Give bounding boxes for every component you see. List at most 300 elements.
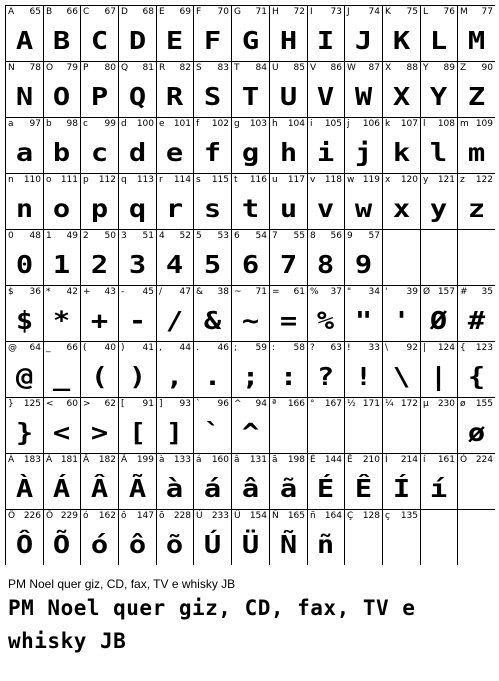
glyph-preview-char: 3 — [128, 250, 147, 279]
glyph-preview — [6, 472, 43, 506]
glyph-char: Ü — [234, 511, 241, 521]
glyph-char: ` — [196, 399, 201, 409]
glyph-cell — [308, 62, 344, 117]
glyph-code: 94 — [255, 399, 267, 409]
glyph-code: 79 — [66, 63, 78, 73]
glyph-preview — [383, 248, 420, 282]
glyph-cell — [6, 342, 43, 397]
glyph-preview — [119, 304, 156, 338]
glyph-code: 46 — [217, 343, 229, 353]
glyph-preview-char: * — [53, 306, 71, 335]
glyph-preview-char: g — [241, 138, 260, 167]
glyph-code: 228 — [173, 511, 191, 521]
glyph-code: 160 — [211, 455, 229, 465]
glyph-cell — [44, 454, 80, 509]
glyph-preview-char: Õ — [53, 530, 71, 559]
glyph-preview — [270, 304, 307, 338]
glyph-preview-char: . — [203, 362, 222, 391]
glyph-preview-char: k — [392, 138, 411, 167]
glyph-char: I — [310, 7, 313, 17]
glyph-cell — [458, 454, 495, 509]
glyph-code: 92 — [406, 343, 418, 353]
glyph-code: 144 — [324, 455, 342, 465]
glyph-char: Ã — [121, 455, 128, 465]
glyph-preview-char: Á — [53, 474, 71, 503]
glyph-char: | — [423, 343, 427, 353]
glyph-preview — [194, 24, 231, 58]
glyph-label — [157, 286, 193, 300]
glyph-code: 112 — [98, 175, 116, 185]
glyph-label — [6, 286, 43, 300]
glyph-preview-char: @ — [15, 362, 34, 391]
glyph-preview-char: À — [15, 474, 34, 503]
glyph-preview — [44, 416, 80, 450]
glyph-code: 37 — [330, 287, 342, 297]
glyph-preview-char: ] — [166, 418, 184, 447]
glyph-preview — [6, 136, 43, 170]
glyph-preview-char: z — [467, 194, 486, 223]
glyph-code: 230 — [437, 399, 455, 409]
glyph-cell — [81, 62, 118, 117]
glyph-cell — [44, 62, 80, 117]
glyph-preview-char: Â — [90, 474, 109, 503]
glyph-char: 0 — [8, 231, 14, 241]
glyph-code: 171 — [362, 399, 380, 409]
glyph-char: E — [159, 7, 165, 17]
glyph-code: 85 — [293, 63, 305, 73]
glyph-label — [308, 118, 344, 132]
glyph-cell — [270, 230, 307, 285]
glyph-char: W — [347, 63, 356, 73]
glyph-cell — [157, 174, 193, 229]
glyph-code: 53 — [217, 231, 229, 241]
glyph-cell — [383, 174, 420, 229]
glyph-code: 47 — [179, 287, 191, 297]
glyph-code: 67 — [104, 7, 116, 17]
glyph-cell — [232, 510, 269, 565]
glyph-cell — [458, 174, 495, 229]
glyph-char: t — [234, 175, 238, 185]
glyph-preview — [458, 360, 495, 394]
glyph-preview-char: i — [317, 138, 335, 167]
glyph-code: 226 — [23, 511, 41, 521]
glyph-preview — [232, 248, 269, 282]
glyph-preview — [308, 80, 344, 114]
glyph-preview-char: Ñ — [279, 530, 298, 559]
glyph-label — [421, 230, 457, 244]
glyph-cell — [308, 454, 344, 509]
glyph-label — [383, 230, 420, 244]
glyph-label — [6, 230, 43, 244]
glyph-char: = — [272, 287, 280, 297]
glyph-preview-char: Ø — [430, 306, 448, 335]
glyph-code: 89 — [443, 63, 455, 73]
glyph-label — [194, 286, 231, 300]
glyph-code: 124 — [437, 343, 455, 353]
glyph-char: A — [8, 7, 15, 17]
glyph-char: Ú — [196, 511, 203, 521]
glyph-preview-char: < — [53, 418, 71, 447]
glyph-code: 103 — [249, 119, 267, 129]
glyph-preview-char: > — [90, 418, 109, 447]
glyph-char: h — [272, 119, 278, 129]
glyph-char: _ — [46, 343, 51, 353]
glyph-preview-char: ; — [241, 362, 260, 391]
glyph-code: 102 — [211, 119, 229, 129]
glyph-preview — [232, 528, 269, 562]
glyph-char: i — [310, 119, 313, 129]
glyph-cell — [157, 510, 193, 565]
glyph-cell — [6, 118, 43, 173]
glyph-code: 71 — [255, 7, 267, 17]
glyph-label — [270, 454, 307, 468]
glyph-label — [458, 286, 495, 300]
glyph-label — [157, 230, 193, 244]
glyph-cell — [232, 342, 269, 397]
glyph-code: 229 — [60, 511, 78, 521]
glyph-label — [44, 118, 80, 132]
glyph-preview-char: a — [15, 138, 34, 167]
glyph-char: Q — [121, 63, 129, 73]
glyph-cell — [421, 6, 457, 61]
glyph-cell — [458, 510, 495, 565]
glyph-preview — [81, 472, 118, 506]
glyph-code: 54 — [255, 231, 267, 241]
glyph-code: 105 — [324, 119, 342, 129]
glyph-preview — [6, 192, 43, 226]
glyph-cell — [383, 6, 420, 61]
glyph-label — [345, 286, 382, 300]
glyph-code: 81 — [142, 63, 154, 73]
glyph-label — [345, 6, 382, 20]
glyph-preview-char: ñ — [317, 530, 335, 559]
glyph-code: 42 — [66, 287, 78, 297]
glyph-label — [194, 230, 231, 244]
glyph-code: 165 — [287, 511, 305, 521]
glyph-label — [345, 118, 382, 132]
glyph-cell — [6, 454, 43, 509]
glyph-preview — [81, 192, 118, 226]
glyph-char: b — [46, 119, 52, 129]
glyph-cell — [458, 398, 495, 453]
glyph-label — [458, 342, 495, 356]
glyph-char: 5 — [196, 231, 202, 241]
glyph-char: { — [460, 343, 466, 353]
glyph-char: % — [310, 287, 319, 297]
glyph-char: Â — [83, 455, 90, 465]
glyph-cell — [345, 6, 382, 61]
glyph-preview-char: I — [317, 26, 335, 55]
glyph-label — [308, 174, 344, 188]
glyph-preview-char: V — [317, 82, 335, 111]
glyph-preview-char: X — [392, 82, 411, 111]
glyph-char: V — [310, 63, 317, 73]
glyph-preview — [383, 360, 420, 394]
glyph-cell — [194, 174, 231, 229]
glyph-preview — [194, 528, 231, 562]
glyph-preview-char: / — [166, 306, 184, 335]
glyph-cell — [194, 454, 231, 509]
glyph-preview — [119, 80, 156, 114]
glyph-preview — [44, 136, 80, 170]
glyph-label — [232, 174, 269, 188]
glyph-label — [81, 454, 118, 468]
glyph-char: y — [423, 175, 429, 185]
glyph-code: 116 — [249, 175, 267, 185]
glyph-preview-char: 5 — [203, 250, 222, 279]
glyph-char: > — [83, 399, 91, 409]
glyph-cell — [421, 398, 457, 453]
glyph-label — [270, 398, 307, 412]
glyph-label — [194, 62, 231, 76]
glyph-preview — [194, 80, 231, 114]
glyph-label — [270, 118, 307, 132]
glyph-label — [458, 62, 495, 76]
glyph-label — [421, 62, 457, 76]
glyph-preview — [44, 528, 80, 562]
glyph-cell — [308, 398, 344, 453]
glyph-label — [383, 342, 420, 356]
glyph-preview-char: y — [430, 194, 448, 223]
glyph-char: N — [8, 63, 15, 73]
glyph-code: 122 — [475, 175, 493, 185]
glyph-preview — [194, 360, 231, 394]
glyph-label — [44, 286, 80, 300]
glyph-preview-char: Y — [430, 82, 448, 111]
glyph-code: 108 — [437, 119, 455, 129]
sample-text-small: PM Noel quer giz, CD, fax, TV e whisky JB — [8, 577, 236, 591]
glyph-preview-char: ` — [203, 418, 222, 447]
glyph-char: ½ — [347, 399, 356, 409]
glyph-preview-char: b — [53, 138, 71, 167]
glyph-preview — [345, 304, 382, 338]
glyph-preview — [119, 248, 156, 282]
glyph-char: c — [83, 119, 88, 129]
glyph-cell — [194, 62, 231, 117]
glyph-char: ã — [272, 455, 278, 465]
glyph-code: 199 — [136, 455, 154, 465]
glyph-cell — [383, 510, 420, 565]
glyph-char: Z — [460, 63, 467, 73]
glyph-label — [270, 62, 307, 76]
glyph-char: J — [347, 7, 350, 17]
glyph-char: á — [196, 455, 202, 465]
glyph-preview — [44, 360, 80, 394]
glyph-preview — [421, 192, 457, 226]
glyph-preview-char: N — [15, 82, 34, 111]
glyph-cell — [81, 118, 118, 173]
glyph-preview — [270, 416, 307, 450]
glyph-cell — [458, 286, 495, 341]
glyph-code: 44 — [179, 343, 191, 353]
glyph-code: 66 — [66, 7, 78, 17]
glyph-char: - — [121, 287, 125, 297]
glyph-preview — [6, 416, 43, 450]
glyph-char: ! — [347, 343, 351, 353]
glyph-preview-char: C — [90, 26, 109, 55]
glyph-code: 113 — [136, 175, 154, 185]
glyph-label — [119, 398, 156, 412]
glyph-cell — [270, 174, 307, 229]
glyph-code: 39 — [406, 287, 418, 297]
glyph-preview — [308, 360, 344, 394]
glyph-label — [81, 174, 118, 188]
glyph-preview — [119, 528, 156, 562]
glyph-preview-char: [ — [128, 418, 147, 447]
glyph-preview — [458, 80, 495, 114]
glyph-label — [44, 342, 80, 356]
glyph-cell — [421, 62, 457, 117]
glyph-preview — [6, 304, 43, 338]
glyph-char: 8 — [310, 231, 316, 241]
glyph-label — [345, 510, 382, 524]
glyph-code: 65 — [29, 7, 41, 17]
glyph-cell — [270, 398, 307, 453]
glyph-char: Á — [46, 455, 53, 465]
glyph-char: â — [234, 455, 240, 465]
glyph-cell — [194, 342, 231, 397]
glyph-preview — [383, 192, 420, 226]
glyph-preview-char: o — [53, 194, 71, 223]
glyph-cell — [345, 174, 382, 229]
glyph-char: ; — [234, 343, 238, 353]
glyph-code: 34 — [368, 287, 380, 297]
glyph-code: 77 — [481, 7, 493, 17]
glyph-label — [421, 398, 457, 412]
glyph-cell — [383, 398, 420, 453]
glyph-code: 58 — [293, 343, 305, 353]
glyph-label — [232, 398, 269, 412]
glyph-char: Ê — [347, 455, 353, 465]
glyph-label — [383, 454, 420, 468]
glyph-preview-char: " — [354, 306, 373, 335]
glyph-char: P — [83, 63, 89, 73]
glyph-char: K — [385, 7, 391, 17]
glyph-cell — [119, 454, 156, 509]
glyph-preview-char: P — [90, 82, 109, 111]
glyph-char: g — [234, 119, 240, 129]
glyph-preview — [81, 248, 118, 282]
glyph-preview — [232, 360, 269, 394]
glyph-code: 93 — [179, 399, 191, 409]
glyph-char: : — [272, 343, 276, 353]
glyph-cell — [157, 286, 193, 341]
glyph-label — [119, 6, 156, 20]
glyph-code: 76 — [443, 7, 455, 17]
glyph-preview — [6, 248, 43, 282]
glyph-char: p — [83, 175, 89, 185]
glyph-char: Ó — [460, 455, 468, 465]
glyph-preview — [383, 24, 420, 58]
glyph-preview — [383, 528, 420, 562]
glyph-preview — [44, 80, 80, 114]
glyph-label — [157, 454, 193, 468]
glyph-preview-char: q — [128, 194, 147, 223]
glyph-preview — [44, 248, 80, 282]
glyph-preview-char: v — [317, 194, 335, 223]
glyph-cell — [345, 454, 382, 509]
glyph-label — [44, 6, 80, 20]
glyph-label — [458, 6, 495, 20]
glyph-char: m — [460, 119, 469, 129]
glyph-cell — [232, 118, 269, 173]
glyph-char: Õ — [46, 511, 54, 521]
glyph-code: 181 — [60, 455, 78, 465]
glyph-cell — [6, 230, 43, 285]
glyph-char: \ — [385, 343, 389, 353]
glyph-code: 78 — [29, 63, 41, 73]
glyph-label — [232, 286, 269, 300]
glyph-char: " — [347, 287, 352, 297]
glyph-char: . — [196, 343, 199, 353]
glyph-cell — [421, 118, 457, 173]
glyph-code: 36 — [29, 287, 41, 297]
glyph-label — [270, 286, 307, 300]
glyph-preview-char: F — [203, 26, 222, 55]
glyph-code: 50 — [104, 231, 116, 241]
glyph-preview-char: e — [166, 138, 184, 167]
glyph-char: 3 — [121, 231, 127, 241]
glyph-char: } — [8, 399, 14, 409]
glyph-preview-char: t — [241, 194, 260, 223]
glyph-preview-char: 8 — [317, 250, 335, 279]
glyph-preview — [81, 416, 118, 450]
glyph-preview-char: & — [203, 306, 222, 335]
glyph-label — [345, 230, 382, 244]
glyph-preview — [308, 416, 344, 450]
glyph-label — [157, 342, 193, 356]
glyph-preview-char: 1 — [53, 250, 71, 279]
glyph-label — [308, 398, 344, 412]
glyph-label — [6, 342, 43, 356]
glyph-preview — [119, 472, 156, 506]
glyph-preview — [194, 136, 231, 170]
glyph-preview — [157, 136, 193, 170]
glyph-label — [6, 6, 43, 20]
glyph-code: 214 — [400, 455, 418, 465]
glyph-label — [383, 118, 420, 132]
glyph-char: r — [159, 175, 163, 185]
glyph-cell — [157, 398, 193, 453]
glyph-label — [458, 174, 495, 188]
glyph-label — [458, 510, 495, 524]
glyph-label — [119, 230, 156, 244]
glyph-cell — [81, 230, 118, 285]
glyph-char: µ — [423, 399, 429, 409]
glyph-preview — [421, 416, 457, 450]
glyph-code: 87 — [368, 63, 380, 73]
glyph-code: 109 — [475, 119, 493, 129]
glyph-cell — [81, 454, 118, 509]
glyph-cell — [157, 118, 193, 173]
glyph-preview-char: j — [354, 138, 373, 167]
glyph-preview — [270, 192, 307, 226]
glyph-label — [383, 174, 420, 188]
glyph-preview — [270, 360, 307, 394]
glyph-cell — [157, 62, 193, 117]
glyph-label — [44, 230, 80, 244]
glyph-code: 210 — [362, 455, 380, 465]
glyph-preview-char: , — [166, 362, 184, 391]
glyph-cell — [6, 62, 43, 117]
glyph-preview-char: É — [317, 474, 335, 503]
glyph-preview — [345, 472, 382, 506]
glyph-preview — [270, 136, 307, 170]
glyph-label — [194, 398, 231, 412]
glyph-preview — [458, 472, 495, 506]
glyph-preview-char: # — [467, 306, 486, 335]
glyph-cell — [270, 286, 307, 341]
